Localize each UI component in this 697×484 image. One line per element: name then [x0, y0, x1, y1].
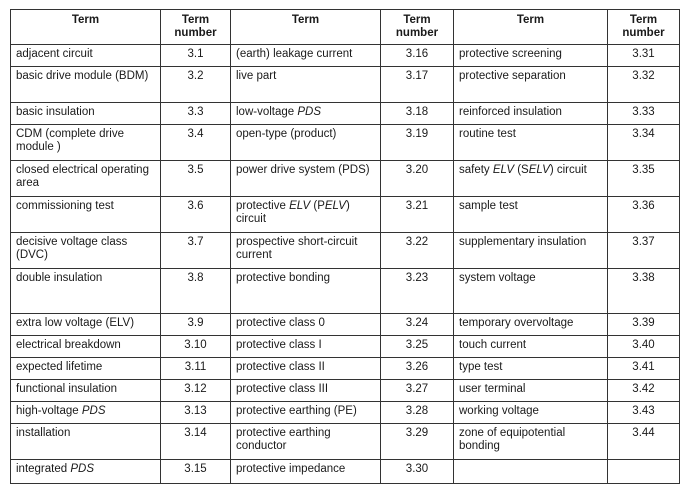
table-body — [11, 45, 680, 484]
table-header-row — [11, 10, 680, 45]
term-number-cell: 3.20 — [381, 161, 454, 197]
term-cell: type test — [454, 358, 608, 380]
term-number-cell: 3.9 — [161, 314, 231, 336]
term-cell: installation — [11, 424, 161, 460]
term-cell: closed electrical operating area — [11, 161, 161, 197]
term-cell: safety ELV (SELV) circuit — [454, 161, 608, 197]
term-number-cell: 3.4 — [161, 125, 231, 161]
term-cell: touch current — [454, 336, 608, 358]
term-number-cell: 3.16 — [381, 45, 454, 67]
term-cell: supplementary insulation — [454, 233, 608, 269]
term-cell: double insulation — [11, 269, 161, 314]
term-cell: CDM (complete drive module ) — [11, 125, 161, 161]
term-cell: protective earthing (PE) — [231, 402, 381, 424]
term-cell: low-voltage PDS — [231, 103, 381, 125]
term-number-cell: 3.28 — [381, 402, 454, 424]
term-number-cell: 3.15 — [161, 460, 231, 484]
term-cell: protective separation — [454, 67, 608, 103]
table-row — [11, 45, 680, 67]
term-number-cell: 3.14 — [161, 424, 231, 460]
term-number-cell: 3.6 — [161, 197, 231, 233]
term-number-cell: 3.44 — [608, 424, 680, 460]
term-cell: decisive voltage class (DVC) — [11, 233, 161, 269]
term-number-cell: 3.26 — [381, 358, 454, 380]
term-cell: protective class 0 — [231, 314, 381, 336]
term-number-cell: 3.36 — [608, 197, 680, 233]
table-row — [11, 460, 680, 484]
term-cell: functional insulation — [11, 380, 161, 402]
term-number-cell: 3.2 — [161, 67, 231, 103]
term-cell: high-voltage PDS — [11, 402, 161, 424]
term-number-cell: 3.43 — [608, 402, 680, 424]
term-cell: protective ELV (PELV) circuit — [231, 197, 381, 233]
terms-table — [10, 9, 680, 484]
term-number-cell: 3.38 — [608, 269, 680, 314]
term-number-cell: 3.35 — [608, 161, 680, 197]
term-number-cell: 3.41 — [608, 358, 680, 380]
header-term-number: Term number — [381, 10, 454, 45]
term-cell: routine test — [454, 125, 608, 161]
table-row — [11, 269, 680, 314]
term-number-cell: 3.8 — [161, 269, 231, 314]
term-cell: basic drive module (BDM) — [11, 67, 161, 103]
term-number-cell: 3.30 — [381, 460, 454, 484]
table-row — [11, 233, 680, 269]
term-number-cell: 3.10 — [161, 336, 231, 358]
term-number-cell: 3.13 — [161, 402, 231, 424]
term-cell: protective class III — [231, 380, 381, 402]
table-row — [11, 336, 680, 358]
term-cell: extra low voltage (ELV) — [11, 314, 161, 336]
term-cell — [454, 460, 608, 484]
term-number-cell: 3.37 — [608, 233, 680, 269]
term-cell: adjacent circuit — [11, 45, 161, 67]
term-cell: (earth) leakage current — [231, 45, 381, 67]
term-number-cell: 3.32 — [608, 67, 680, 103]
term-cell: integrated PDS — [11, 460, 161, 484]
term-number-cell — [608, 460, 680, 484]
term-number-cell: 3.1 — [161, 45, 231, 67]
term-number-cell: 3.40 — [608, 336, 680, 358]
term-cell: protective bonding — [231, 269, 381, 314]
term-number-cell: 3.11 — [161, 358, 231, 380]
term-number-cell: 3.29 — [381, 424, 454, 460]
table-row — [11, 125, 680, 161]
term-cell: system voltage — [454, 269, 608, 314]
header-term: Term — [454, 10, 608, 45]
table-row — [11, 197, 680, 233]
term-number-cell: 3.5 — [161, 161, 231, 197]
term-cell: zone of equipotential bonding — [454, 424, 608, 460]
term-cell: protective earthing conductor — [231, 424, 381, 460]
term-number-cell: 3.39 — [608, 314, 680, 336]
term-number-cell: 3.25 — [381, 336, 454, 358]
term-number-cell: 3.23 — [381, 269, 454, 314]
term-number-cell: 3.33 — [608, 103, 680, 125]
term-number-cell: 3.22 — [381, 233, 454, 269]
header-term: Term — [231, 10, 381, 45]
table-row — [11, 358, 680, 380]
term-number-cell: 3.7 — [161, 233, 231, 269]
term-cell: electrical breakdown — [11, 336, 161, 358]
term-number-cell: 3.34 — [608, 125, 680, 161]
table-row — [11, 380, 680, 402]
term-number-cell: 3.17 — [381, 67, 454, 103]
term-cell: basic insulation — [11, 103, 161, 125]
term-cell: protective class II — [231, 358, 381, 380]
table-row — [11, 424, 680, 460]
term-cell: commissioning test — [11, 197, 161, 233]
term-cell: power drive system (PDS) — [231, 161, 381, 197]
term-number-cell: 3.3 — [161, 103, 231, 125]
term-number-cell: 3.31 — [608, 45, 680, 67]
term-cell: protective class I — [231, 336, 381, 358]
term-cell: live part — [231, 67, 381, 103]
term-cell: open-type (product) — [231, 125, 381, 161]
table-row — [11, 67, 680, 103]
header-term-number: Term number — [608, 10, 680, 45]
header-term: Term — [11, 10, 161, 45]
term-cell: protective impedance — [231, 460, 381, 484]
table-row — [11, 103, 680, 125]
term-cell: prospective short-circuit current — [231, 233, 381, 269]
table-row — [11, 314, 680, 336]
term-cell: sample test — [454, 197, 608, 233]
term-cell: user terminal — [454, 380, 608, 402]
table-row — [11, 402, 680, 424]
term-cell: protective screening — [454, 45, 608, 67]
term-cell: reinforced insulation — [454, 103, 608, 125]
header-term-number: Term number — [161, 10, 231, 45]
term-cell: expected lifetime — [11, 358, 161, 380]
table-row — [11, 161, 680, 197]
term-number-cell: 3.42 — [608, 380, 680, 402]
term-number-cell: 3.19 — [381, 125, 454, 161]
term-number-cell: 3.18 — [381, 103, 454, 125]
term-number-cell: 3.12 — [161, 380, 231, 402]
term-cell: working voltage — [454, 402, 608, 424]
term-number-cell: 3.27 — [381, 380, 454, 402]
term-cell: temporary overvoltage — [454, 314, 608, 336]
term-number-cell: 3.24 — [381, 314, 454, 336]
term-number-cell: 3.21 — [381, 197, 454, 233]
